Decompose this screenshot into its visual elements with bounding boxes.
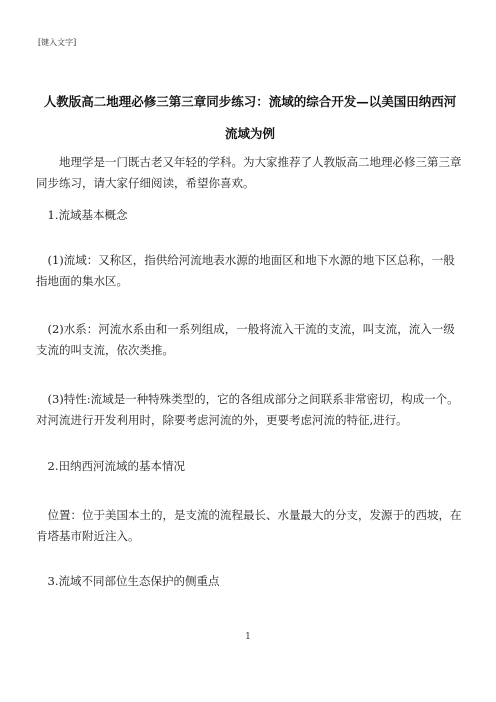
header-placeholder-text[interactable]: [键入文字]	[38, 38, 77, 47]
definition-watershed: (1)流域：又称区，指供给河流地表水源的地面区和地下水源的地下区总称，一般指地面的集水区。	[36, 253, 455, 288]
location-paragraph: 位置：位于美国本土的，是支流的流程最长、水量最大的分支，发源于的西坡，在肯塔基市附近注入。	[36, 508, 462, 543]
section-2-heading: 2.田纳西河流域的基本情况	[47, 459, 185, 473]
section-3-heading: 3.流域不同部位生态保护的侧重点	[47, 574, 220, 588]
section-1-heading: 1.流域基本概念	[47, 208, 128, 222]
definition-characteristics: (3)特性:流域是一种特殊类型的，它的各组成部分之间联系非常密切，构成一个。对河流进行开发利用时，除要考虑河流的外，更要考虑河流的特征,进行。	[36, 392, 459, 427]
document-title-line-2: 流域为例	[224, 126, 275, 141]
definition-river-system: (2)水系：河流水系由和一系列组成，一般将流入干流的支流，叫支流，流入一级支流的叫支流，依次类推。	[36, 322, 455, 357]
intro-paragraph: 地理学是一门既古老又年轻的学科。为大家推荐了人教版高二地理必修三第三章同步练习，请大家仔细阅读，希望你喜欢。	[36, 155, 462, 190]
page-number: 1	[245, 632, 251, 642]
document-title-line-1: 人教版高二地理必修三第三章同步练习：流域的综合开发—以美国田纳西河	[43, 94, 457, 109]
